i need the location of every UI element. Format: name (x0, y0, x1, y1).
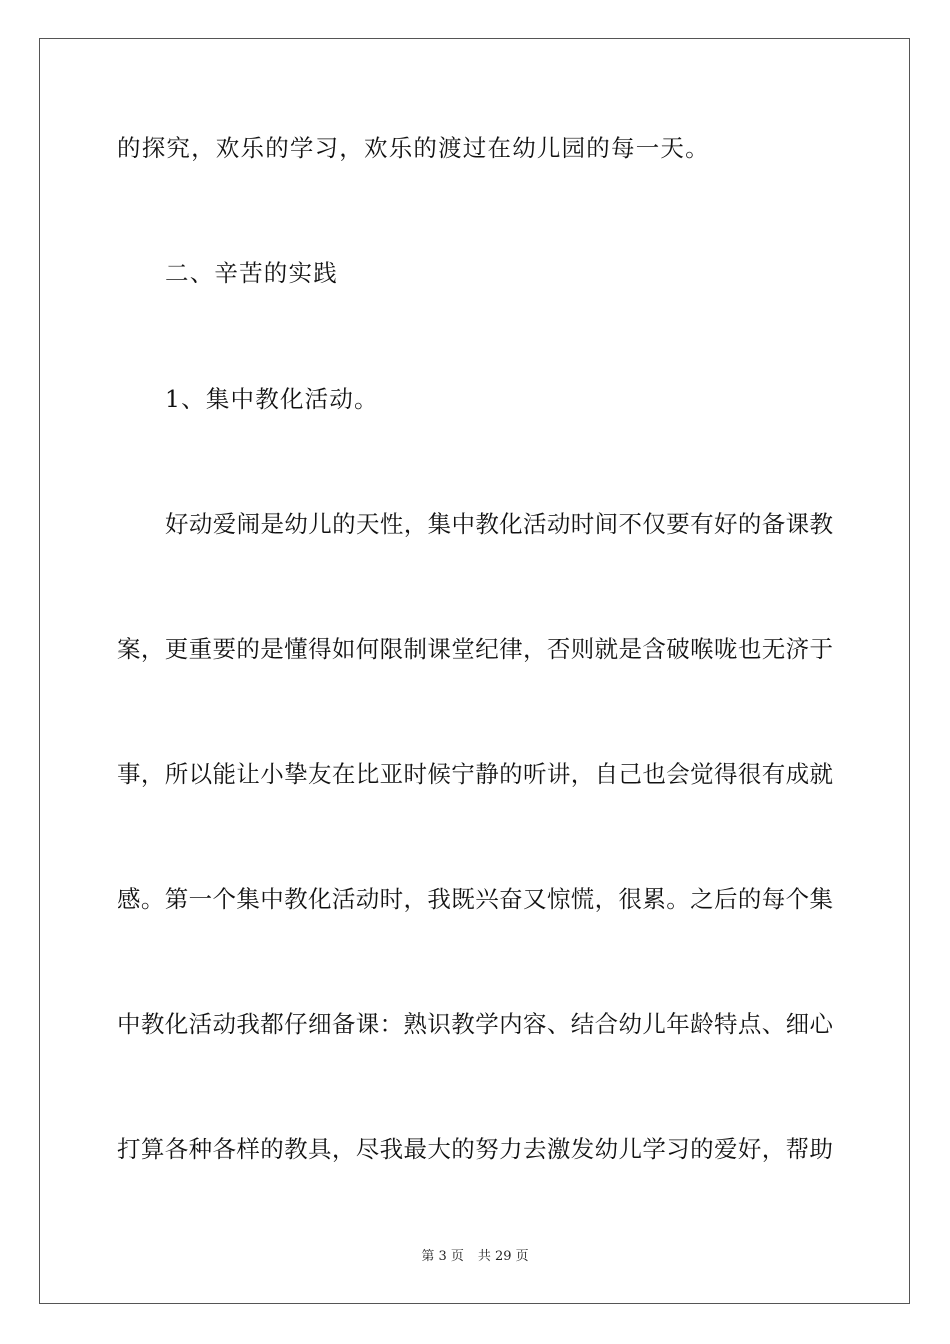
paragraph-line: 中教化活动我都仔细备课：熟识教学内容、结合幼儿年龄特点、细心 (117, 1010, 833, 1038)
paragraph-line: 感。第一个集中教化活动时，我既兴奋又惊慌，很累。之后的每个集 (117, 885, 833, 913)
page-footer (0, 1249, 950, 1265)
page-number: 第 3 页 (421, 1249, 464, 1264)
paragraph-line: 好动爱闹是幼儿的天性，集中教化活动时间不仅要有好的备课教 (165, 510, 833, 538)
paragraph-line: 事，所以能让小挚友在比亚时候宁静的听讲，自己也会觉得很有成就 (117, 760, 833, 788)
section-heading: 二、辛苦的实践 (165, 259, 338, 287)
page-total: 共 29 页 (477, 1249, 529, 1264)
paragraph-line: 案，更重要的是懂得如何限制课堂纪律，否则就是含破喉咙也无济于 (117, 635, 833, 663)
paragraph-line: 打算各种各样的教具，尽我最大的努力去激发幼儿学习的爱好，帮助 (117, 1135, 833, 1163)
text-line-continuation: 的探究，欢乐的学习，欢乐的渡过在幼儿园的每一天。 (117, 134, 710, 162)
page-frame (39, 38, 910, 1304)
subsection-heading: 1、集中教化活动。 (165, 385, 379, 413)
